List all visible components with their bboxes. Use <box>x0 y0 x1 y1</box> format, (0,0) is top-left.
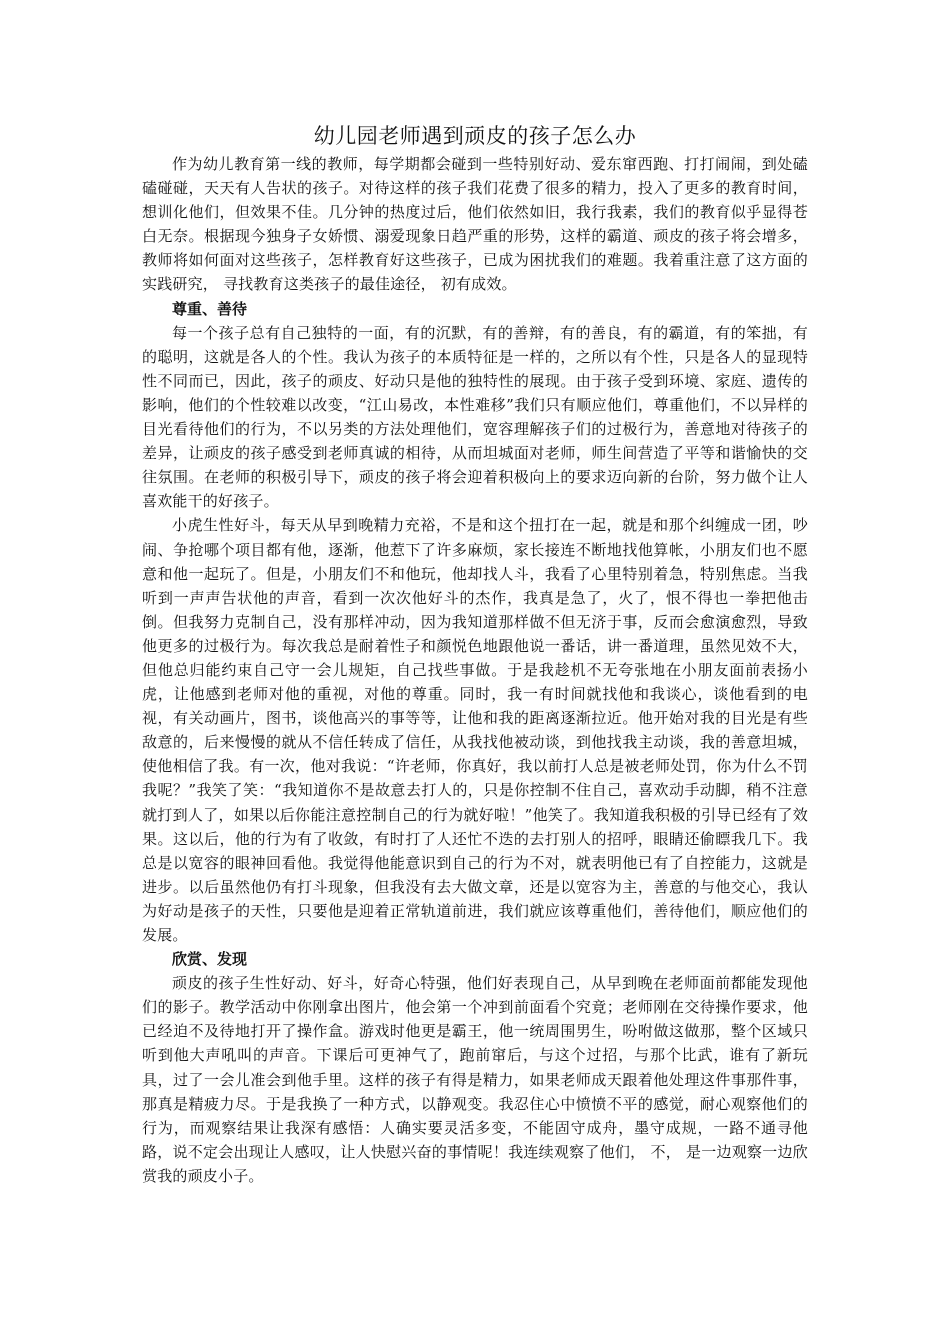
section-respect-paragraph-1: 每一个孩子总有自己独特的一面，有的沉默，有的善辩，有的善良，有的霸道，有的笨拙，有的聪明，这就是各人的个性。我认为孩子的本质特征是一样的，之所以有个性，只是各人的显现特性不同而已，因此，孩子的顽皮、好动只是他的独特性的展现。由于孩子受到环境、家庭、遗传的影响，他们的个性较难以改变，“江山易改，本性难移”我们只有顺应他们，尊重他们，不以异样的目光看待他们的行为，不以另类的方法处理他们，宽容理解孩子们的过极行为，善意地对待孩子的差异，让顽皮的孩子感受到老师真诚的相待，从而坦城面对老师，师生间营造了平等和谐愉快的交往氛围。在老师的积极引导下，顽皮的孩子将会迎着积极向上的要求迈向新的台阶，努力做个让人喜欢能干的好孩子。 <box>142 323 808 511</box>
section-heading-appreciate: 欣赏、发现 <box>172 950 248 969</box>
intro-paragraph: 作为幼儿教育第一线的教师，每学期都会碰到一些特别好动、爱东窜西跑、打打闹闹，到处磕磕碰碰，天天有人告状的孩子。对待这样的孩子我们花费了很多的精力，投入了更多的教育时间，想训化他们，但效果不佳。几分钟的热度过后，他们依然如旧，我行我素，我们的教育似乎显得苍白无奈。根据现今独身子女娇惯、溺爱现象日趋严重的形势，这样的霸道、顽皮的孩子将会增多，教师将如何面对这些孩子，怎样教育好这些孩子，已成为困扰我们的难题。我着重注意了这方面的实践研究， 寻找教育这类孩子的最佳途径， 初有成效。 <box>142 155 808 294</box>
section-heading-respect: 尊重、善待 <box>172 299 248 318</box>
section-respect-paragraph-2: 小虎生性好斗，每天从早到晚精力充裕，不是和这个扭打在一起，就是和那个纠缠成一团，吵闹、争抢哪个项目都有他，逐渐，他惹下了许多麻烦，家长接连不断地找他算帐，小朋友们也不愿意和他一起玩了。但是，小朋友们不和他玩，他却找人斗，我看了心里特别着急，特别焦虑。当我听到一声声告状他的声音，看到一次次他好斗的杰作，我真是急了，火了，恨不得也一拳把他击倒。但我努力克制自己，没有那样冲动，因为我知道那样做不但无济于事，反而会愈演愈烈，导致他更多的过极行为。每次我总是耐着性子和颜悦色地跟他说一番话，讲一番道理，虽然见效不大，但他总归能约束自己守一会儿规矩，自己找些事做。于是我趁机不无夸张地在小朋友面前表扬小虎，让他感到老师对他的重视，对他的尊重。同时，我一有时间就找他和我谈心，谈他看到的电视，有关动画片，图书，谈他高兴的事等等，让他和我的距离逐渐拉近。他开始对我的目光是有些敌意的，后来慢慢的就从不信任转成了信任，从我找他被动谈，到他找我主动谈，我的善意坦城，使他相信了我。有一次，他对我说：“许老师，你真好，我以前打人总是被老师处罚，你为什么不罚我呢？”我笑了笑：“我知道你不是故意去打人的，只是你控制不住自己，喜欢动手动脚，稍不注意就打到人了，如果以后你能注意控制自己的行为就好啦！”他笑了。我知道我积极的引导已经有了效果。这以后，他的行为有了收敛，有时打了人还忙不迭的去打别人的招呼，眼睛还偷瞟我几下。我总是以宽容的眼神回看他。我觉得他能意识到自己的行为不对，就表明他已有了自控能力，这就是进步。以后虽然他仍有打斗现象，但我没有去大做文章，还是以宽容为主，善意的与他交心，我认为好动是孩子的天性，只要他是迎着正常轨道前进，我们就应该尊重他们，善待他们，顺应他们的发展。 <box>142 516 808 944</box>
document-page <box>142 120 808 1188</box>
document-title: 幼儿园老师遇到顽皮的孩子怎么办 <box>313 124 637 148</box>
section-appreciate-paragraph-1: 顽皮的孩子生性好动、好斗，好奇心特强，他们好表现自己，从早到晚在老师面前都能发现他们的影子。教学活动中你刚拿出图片，他会第一个冲到前面看个究竟；老师刚在交待操作要求，他已经迫不及待地打开了操作盒。游戏时他更是霸王，他一统周围男生，吩咐做这做那，整个区域只听到他大声吼叫的声音。下课后可更神气了，跑前窜后，与这个过招，与那个比武，谁有了新玩具，过了一会儿准会到他手里。这样的孩子有得是精力，如果老师成天跟着他处理这件事那件事，那真是精疲力尽。于是我换了一种方式，以静观变。我忍住心中愤愤不平的感觉，耐心观察他们的行为，而观察结果让我深有感悟：人确实要灵活多变，不能固守成舟，墨守成规，一路不通寻他路，说不定会出现让人感叹，让人快慰兴奋的事情呢！我连续观察了他们， 不， 是一边观察一边欣赏我的顽皮小子。 <box>142 974 808 1185</box>
